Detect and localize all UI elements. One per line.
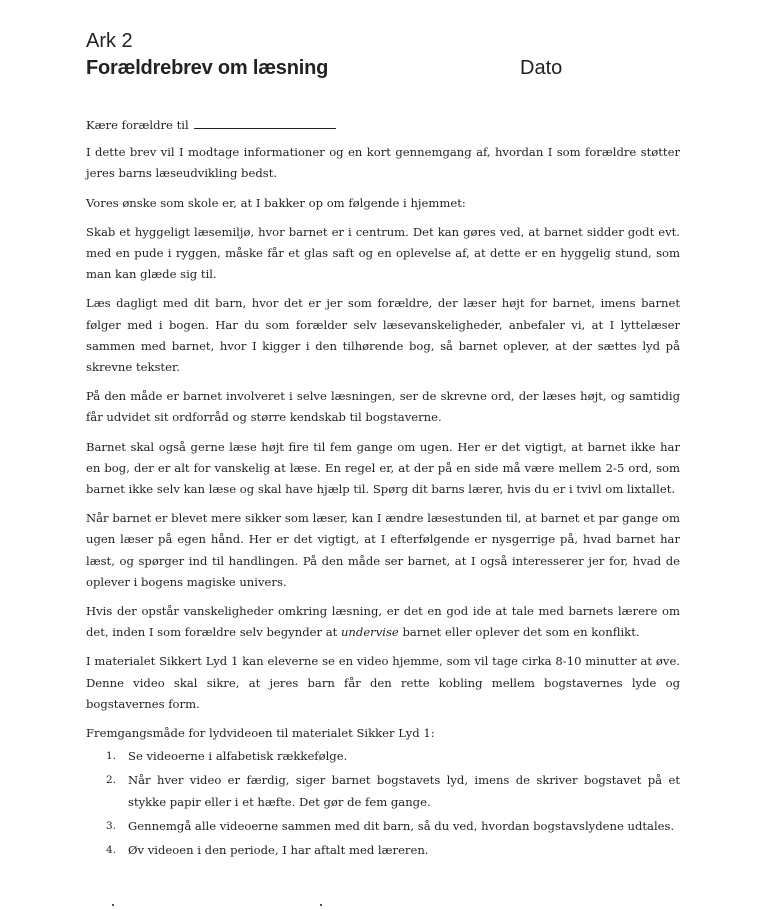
list-item-text: Gennemgå alle videoerne sammen med dit barn, så du ved, hvordan bogstavslydene udtales. [128,818,675,833]
salutation-text: Kære forældre til [86,118,189,132]
name-blank-line [194,116,336,129]
list-item-number: 2. [106,774,117,787]
salutation-line [86,115,680,136]
difficulties-text-start: Hvis der opstår vanskeligheder omkring læsning, er det en god ide at tale med barnets lærere om det, inden I som forældre selv begynder at [86,604,680,640]
paragraph-procedure-heading: Fremgangsmåde for lydvideoen til materialet Sikker Lyd 1: [86,726,435,741]
difficulties-italic-word: undervise [340,625,399,640]
paragraph-independent: Når barnet er blevet mere sikker som læser, kan I ændre læsestunden til, at barnet et par gange om ugen læser på egen hånd. Her er det vigtigt, at I efterfølgende er nysgerrige på, hvad barnet har læst, og spørger ind til handlingen. På den måde ser barnet, at I også interesserer jer for, hvad de oplever i bogens magiske univers. [86,511,680,589]
paragraph-read-daily: Læs dagligt med dit barn, hvor det er jer som forældre, der læser højt for barnet, imens barnet følger med i bogen. Har du som forælder selv læsevanskeligheder, anbefaler vi, at I lyttelæser sammen med barnet, hvor I kigger i den tilhørende bog, så barnet oplever, at der sættes lyd på skrevne tekster. [86,296,680,375]
paragraph-environment: Skab et hyggeligt læsemiljø, hvor barnet er i centrum. Det kan gøres ved, at barnet sidder godt evt. med en pude i ryggen, måske får et glas saft og en oplevelse af, at dette er en hyggelig stund, som man kan glæde sig til. [86,224,680,282]
list-item-number: 1. [106,750,117,763]
list-item [106,770,680,812]
paragraph-material: I materialet Sikkert Lyd 1 kan eleverne se en video hjemme, som vil tage cirka 8-10 minutter at øve. Denne video skal sikre, at jeres barn får den rette kobling mellem bogstavernes lyde og bogstavernes form. [86,654,680,711]
list-item [106,746,680,767]
procedure-list [86,746,680,861]
list-item [106,840,680,861]
paragraph-involvement: På den måde er barnet involveret i selve læsningen, ser de skrevne ord, der læses højt, og samtidig får udvidet sit ordforråd og større kendskab til bogstaverne. [86,389,680,425]
scan-mark [320,904,322,906]
list-item-number: 4. [106,844,117,857]
document-title: Forældrebrev om læsning [86,57,329,79]
difficulties-text-end: barnet eller oplever det som en konflikt. [398,625,640,640]
list-item [106,816,680,837]
list-item-text: Når hver video er færdig, siger barnet bogstavets lyd, imens de skriver bogstavet på et stykke papir eller i et hæfte. Det gør de fem gange. [128,773,680,809]
list-item-number: 3. [106,819,117,832]
paragraph-intro: I dette brev vil I modtage informationer og en kort gennemgang af, hvordan I som forældre støtter jeres barns læseudvikling bedst. [86,145,680,181]
page-bottom-edge [0,900,768,910]
sheet-label: Ark 2 [86,30,133,52]
scan-mark [112,904,114,906]
letter-body [86,115,680,864]
list-item-text: Øv videoen i den periode, I har aftalt med læreren. [128,843,429,858]
date-label: Dato [520,57,563,79]
paragraph-wish: Vores ønske som skole er, at I bakker op om følgende i hjemmet: [86,195,466,210]
paragraph-read-aloud: Barnet skal også gerne læse højt fire til fem gange om ugen. Her er det vigtigt, at barnet ikke har en bog, der er alt for vanskelig at læse. En regel er, at der på en side må være mellem 2-5 ord, som barnet ikke selv kan læse og skal have hjælp til. Spørg dit barns lærer, hvis du er i tvivl om lixtallet. [86,439,680,497]
list-item-text: Se videoerne i alfabetisk rækkefølge. [128,749,348,764]
paragraph-difficulties [86,601,680,643]
